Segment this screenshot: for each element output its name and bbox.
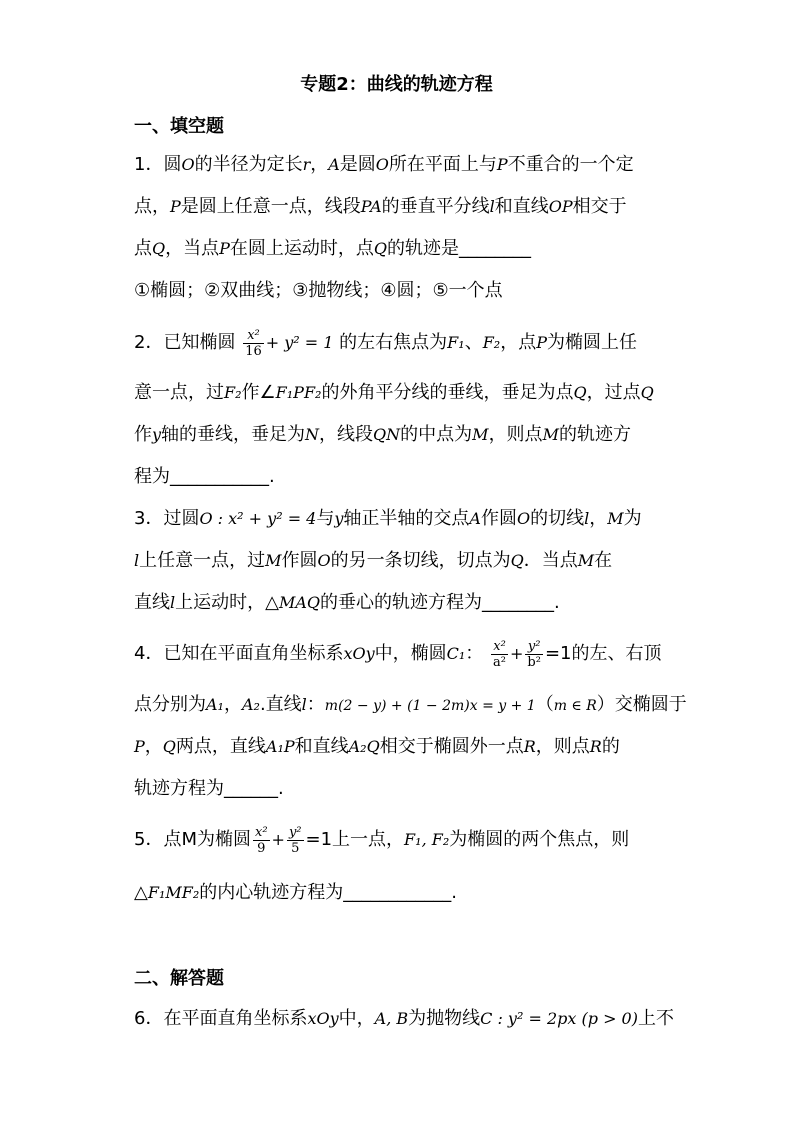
math: Q [510, 551, 524, 570]
fraction [253, 825, 270, 856]
text: 为抛物线 [408, 1008, 481, 1029]
text: 在圆上运动时，点 [229, 238, 374, 259]
text: 意一点，过 [134, 382, 224, 403]
math: xOy [343, 644, 375, 663]
text: 的外角平分线的垂线，垂足为点 [321, 382, 574, 403]
text: 3．过圆 [134, 508, 200, 529]
q3-line-2 [134, 548, 612, 574]
text: .直线 [259, 694, 302, 715]
math: R [589, 737, 602, 756]
text: 作∠ [241, 382, 276, 403]
text: ： [465, 643, 484, 664]
text: 的轨迹方 [558, 424, 631, 445]
fraction [525, 639, 543, 670]
text: 两点，直线 [175, 736, 266, 757]
q5-line-1 [134, 822, 629, 858]
math: M [542, 425, 559, 444]
text: 作 [134, 424, 152, 445]
text: 的另一条切线，切点为 [330, 550, 511, 571]
text: 的左右焦点为 [339, 332, 448, 353]
math: M [607, 509, 624, 528]
text: ．当点 [523, 550, 578, 571]
text: 5．点M为椭圆 [134, 829, 251, 850]
text: ， [223, 694, 242, 715]
math: m(2 − y) + (1 − 2m)x = y + 1 [324, 698, 536, 714]
math: N [305, 425, 320, 444]
text: 的垂心的轨迹方程为________. [320, 592, 560, 613]
text: 是圆上任意一点，线段 [180, 196, 361, 217]
text: ，点 [500, 332, 537, 353]
text: 不重合的一个定 [507, 154, 634, 175]
q4-line-3 [134, 734, 620, 760]
math: O [181, 155, 195, 174]
math: F₁PF₂ [275, 383, 322, 402]
math: Q [162, 737, 176, 756]
math: l [301, 695, 307, 714]
q4-line-4: 轨迹方程为______. [134, 778, 284, 799]
q3-line-3 [134, 590, 560, 616]
text: 的轨迹是________ [387, 238, 532, 259]
math: O [317, 551, 331, 570]
text: 相交于 [572, 196, 627, 217]
math: Q [152, 239, 166, 258]
text: 点 [134, 238, 152, 259]
text: 中， [338, 1008, 375, 1029]
denominator: a² [493, 654, 506, 670]
math: P [170, 197, 181, 216]
text: ， [589, 508, 608, 529]
math: MAQ [278, 593, 321, 612]
math: P [536, 333, 547, 352]
math: M [265, 551, 282, 570]
math: QN [373, 425, 401, 444]
math: A₁ [206, 695, 224, 714]
math: m ∈ R [553, 698, 597, 714]
text: 所在平面上与 [388, 154, 497, 175]
text: （ [535, 694, 554, 715]
q6-line-1 [134, 1006, 674, 1032]
numerator: x² [491, 639, 508, 655]
text: 2．已知椭圆 [134, 332, 236, 353]
text: 上运动时，△ [175, 592, 279, 613]
text: 的内心轨迹方程为____________. [199, 882, 457, 903]
math: l [489, 197, 495, 216]
text: 是圆 [339, 154, 376, 175]
plus: + [510, 644, 524, 663]
math: C₁ [446, 644, 466, 663]
denominator: 5 [291, 840, 300, 856]
math: l [170, 593, 176, 612]
math: A, B [374, 1009, 409, 1028]
section-fill-in-heading: 一、填空题 [134, 116, 224, 137]
text: 4．已知在平面直角坐标系 [134, 643, 344, 664]
math: O [375, 155, 389, 174]
page-title: 专题2：曲线的轨迹方程 [300, 74, 493, 95]
text: ，当点 [165, 238, 220, 259]
math: r [302, 155, 311, 174]
math: F₁, F₂ [404, 830, 450, 849]
fraction [287, 825, 304, 856]
text: 的切线 [530, 508, 585, 529]
text: 为椭圆上任 [546, 332, 637, 353]
text: 轴的垂线，垂足为 [161, 424, 306, 445]
denominator: 9 [257, 840, 266, 856]
math: l [134, 551, 140, 570]
math: P [496, 155, 508, 174]
math: Q [640, 383, 654, 402]
text: 上任意一点，过 [139, 550, 266, 571]
text: 直线 [134, 592, 170, 613]
numerator: x² [243, 328, 264, 344]
math: y [334, 509, 344, 528]
math: l [584, 509, 590, 528]
math: F₂ [224, 383, 242, 402]
text: ，过点 [586, 382, 641, 403]
math: O [516, 509, 531, 528]
text: 1．圆 [134, 154, 182, 175]
q1-line-3 [134, 236, 531, 262]
q2-line-4: 程为___________. [134, 466, 275, 487]
section-answer-heading: 二、解答题 [134, 968, 224, 989]
text: 点， [134, 196, 170, 217]
numerator: y² [288, 824, 302, 840]
text: ： [306, 694, 325, 715]
text: △ [134, 882, 148, 903]
text: =1上一点， [305, 829, 405, 850]
math: OP [548, 197, 573, 216]
text: 和直线 [294, 736, 349, 757]
text: ，则点 [488, 424, 543, 445]
math: y [152, 425, 162, 444]
math: M [472, 425, 489, 444]
text: ）交椭圆于 [596, 694, 687, 715]
text: 中，椭圆 [374, 643, 447, 664]
math: R [523, 737, 536, 756]
math: + y² = 1 [265, 333, 334, 352]
text: 的中点为 [400, 424, 473, 445]
text: ， [144, 736, 163, 757]
denominator: 16 [245, 343, 262, 359]
text: 相交于椭圆外一点 [379, 736, 524, 757]
text: 轴正半轴的交点 [343, 508, 470, 529]
plus: + [271, 830, 285, 849]
text: 为椭圆的两个焦点，则 [449, 829, 630, 850]
math: F₁ [447, 333, 465, 352]
math: A₁P [265, 737, 295, 756]
text: 的 [601, 736, 620, 757]
q4-line-1 [134, 636, 662, 672]
q1-line-1 [134, 152, 634, 178]
text: =1的左、右顶 [544, 643, 662, 664]
fraction [243, 328, 264, 359]
text: 为 [623, 508, 642, 529]
math: A [328, 155, 340, 174]
text: 作圆 [281, 550, 318, 571]
text: 点分别为 [134, 694, 206, 715]
text: 的半径为定长 [194, 154, 303, 175]
q1-line-2 [134, 194, 627, 220]
text: ，线段 [319, 424, 374, 445]
math: PA [360, 197, 382, 216]
text: ，则点 [535, 736, 590, 757]
q5-line-2 [134, 880, 457, 906]
math: P [219, 239, 230, 258]
q1-options: ①椭圆；②双曲线；③抛物线；④圆；⑤一个点 [134, 280, 503, 301]
q2-line-2 [134, 380, 654, 406]
math: M [577, 551, 595, 570]
math: A [469, 509, 481, 528]
text: 上不 [637, 1008, 674, 1029]
math: C : y² = 2px (p > 0) [480, 1009, 638, 1028]
text: 在 [594, 550, 613, 571]
math: F₁MF₂ [147, 883, 200, 902]
q3-line-1 [134, 506, 642, 532]
text: ， [310, 154, 329, 175]
fraction [491, 639, 508, 670]
text: 与 [316, 508, 335, 529]
math: A₂Q [348, 737, 380, 756]
denominator: b² [527, 654, 541, 670]
math: Q [373, 239, 388, 258]
text: 6．在平面直角坐标系 [134, 1008, 308, 1029]
math: P [134, 737, 145, 756]
math: xOy [307, 1009, 339, 1028]
q2-line-3 [134, 422, 631, 448]
math: A₂ [241, 695, 260, 714]
math: F₂ [482, 333, 501, 352]
q4-line-2 [134, 692, 687, 719]
q2-line-1 [134, 326, 637, 360]
text: 作圆 [480, 508, 517, 529]
text: 的垂直平分线 [381, 196, 490, 217]
math: O : x² + y² = 4 [199, 509, 317, 528]
math: Q [573, 383, 587, 402]
numerator: y² [525, 639, 543, 655]
text: 、 [464, 332, 483, 353]
numerator: x² [254, 824, 268, 840]
text: 和直线 [494, 196, 549, 217]
